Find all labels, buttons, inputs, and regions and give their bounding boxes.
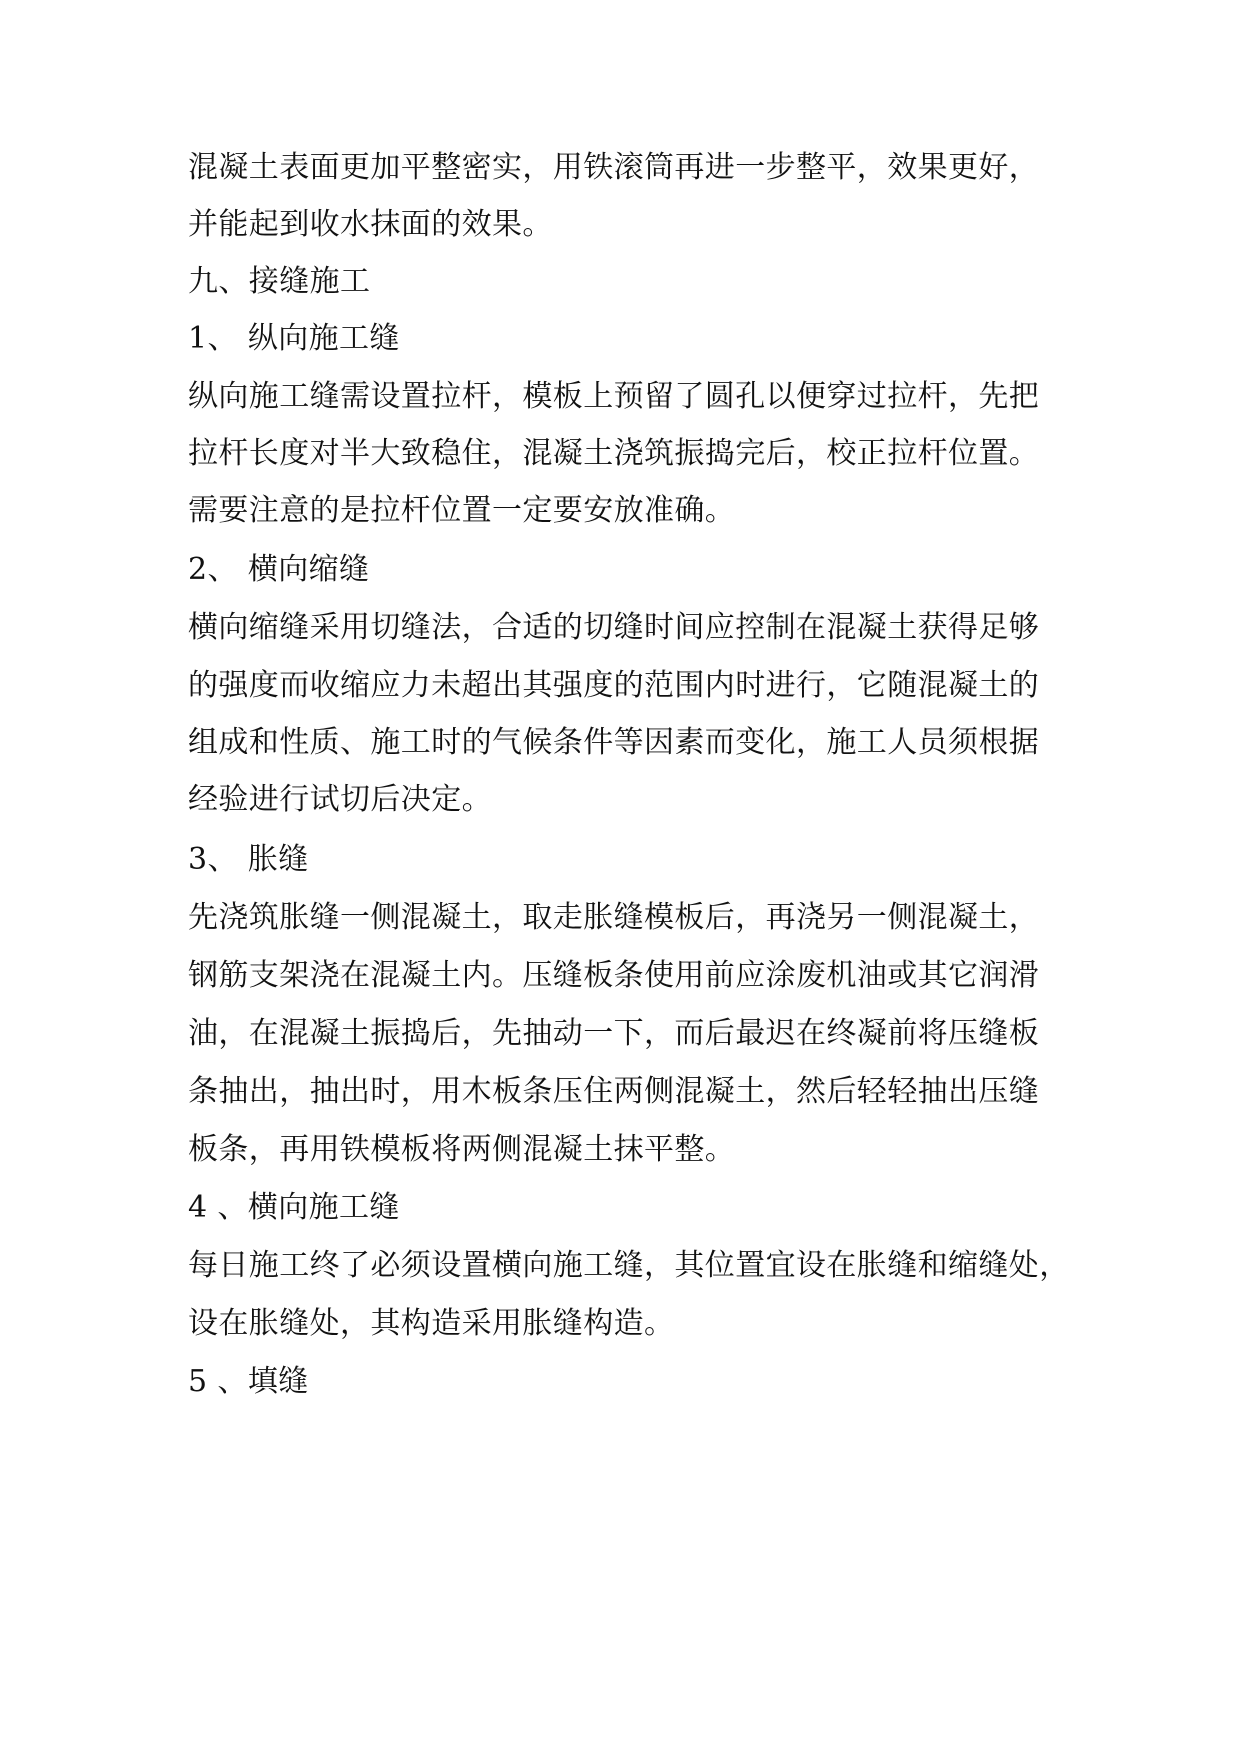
paragraph-line: 的强度而收缩应力未超出其强度的范围内时进行，它随混凝土的 <box>188 668 1040 703</box>
paragraph-line: 经验进行试切后决定。 <box>188 782 492 817</box>
paragraph-line: 设在胀缝处，其构造采用胀缝构造。 <box>188 1306 675 1341</box>
paragraph-line: 板条，再用铁模板将两侧混凝土抹平整。 <box>188 1132 736 1167</box>
paragraph-line: 每日施工终了必须设置横向施工缝，其位置宜设在胀缝和缩缝处， <box>188 1248 1070 1283</box>
paragraph-line: 先浇筑胀缝一侧混凝土，取走胀缝模板后，再浇另一侧混凝土， <box>188 900 1040 935</box>
subsection-heading: 1、 纵向施工缝 <box>188 321 400 356</box>
paragraph-line: 钢筋支架浇在混凝土内。压缝板条使用前应涂废机油或其它润滑 <box>188 958 1040 993</box>
subsection-heading: 5 、填缝 <box>188 1364 309 1399</box>
paragraph-line: 并能起到收水抹面的效果。 <box>188 207 553 242</box>
paragraph-line: 组成和性质、施工时的气候条件等因素而变化，施工人员须根据 <box>188 725 1040 760</box>
paragraph-line: 混凝土表面更加平整密实，用铁滚筒再进一步整平，效果更好， <box>188 150 1040 185</box>
subsection-heading: 2、 横向缩缝 <box>188 552 370 587</box>
paragraph-line: 需要注意的是拉杆位置一定要安放准确。 <box>188 493 736 528</box>
section-heading: 九、接缝施工 <box>188 264 371 299</box>
subsection-heading: 4 、横向施工缝 <box>188 1190 400 1225</box>
paragraph-line: 油，在混凝土振捣后，先抽动一下，而后最迟在终凝前将压缝板 <box>188 1016 1040 1051</box>
paragraph-line: 条抽出，抽出时，用木板条压住两侧混凝土，然后轻轻抽出压缝 <box>188 1074 1040 1109</box>
paragraph-line: 纵向施工缝需设置拉杆，模板上预留了圆孔以便穿过拉杆，先把 <box>188 379 1040 414</box>
subsection-heading: 3、 胀缝 <box>188 842 309 877</box>
paragraph-line: 拉杆长度对半大致稳住，混凝土浇筑振捣完后，校正拉杆位置。 <box>188 436 1040 471</box>
paragraph-line: 横向缩缝采用切缝法，合适的切缝时间应控制在混凝土获得足够 <box>188 610 1040 645</box>
